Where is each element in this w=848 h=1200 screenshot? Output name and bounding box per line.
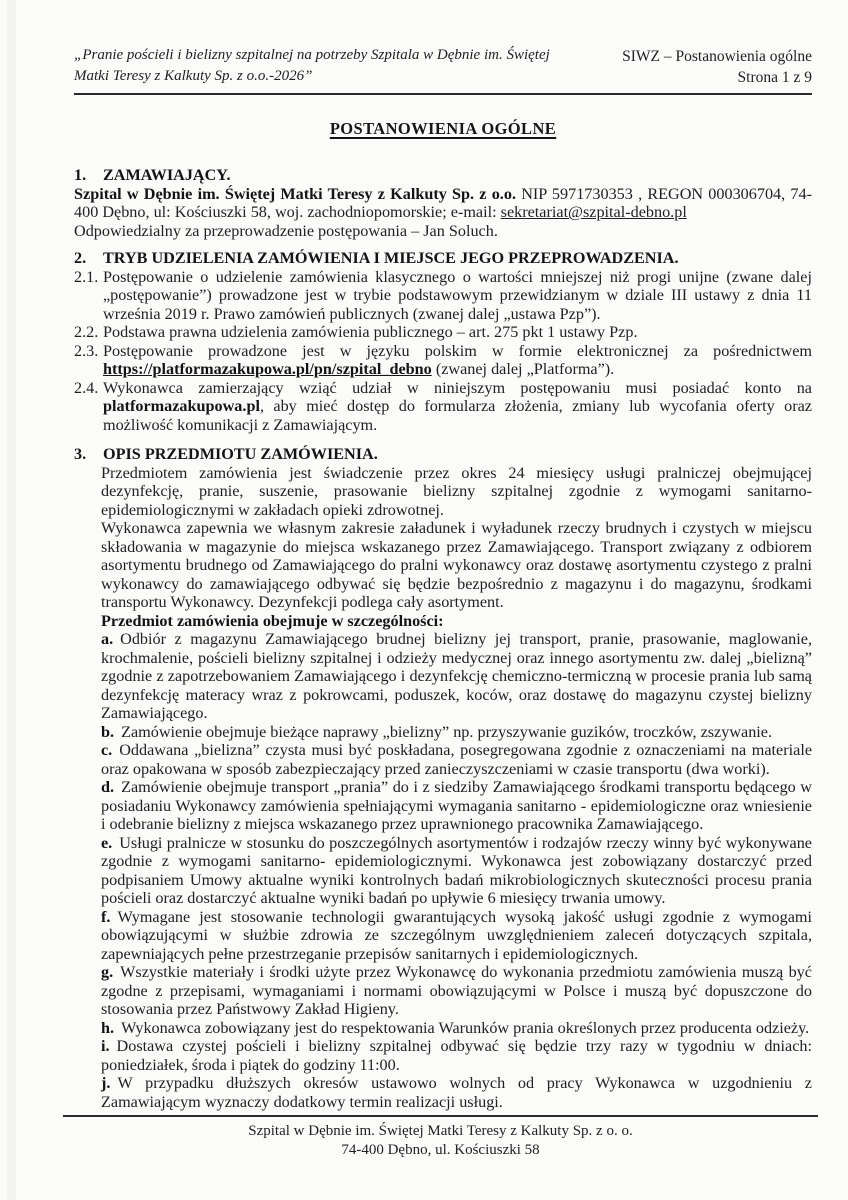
clause-2-1-text: Postępowanie o udzielenie zamówienia klasycznego o wartości mniejszej niż progi unijne (zwane dalej „postępowanie”) prowadzone jest w trybie podstawowym przewidzianym w dziale III ustawy z dnia 11 września 2019 r. Prawo zamówień publicznych (zwanej dalej „ustawa Pzp”).	[103, 267, 812, 323]
list-item-c	[101, 741, 812, 778]
clause-2-3-text-before: Postępowanie prowadzone jest w języku polskim w formie elektronicznej za pośrednictwem	[103, 341, 812, 360]
org-details: NIP 5971730353 , REGON 000306704, 74-400 Dębno, ul: Kościuszki 58, woj. zachodniopomorskie; e-mail:	[74, 184, 812, 221]
responsible-person-line: Odpowiedzialny za przeprowadzenie postępowania – Jan Soluch.	[74, 221, 498, 240]
clause-2-4	[74, 379, 812, 435]
section-1-heading	[74, 166, 812, 185]
footer-org-line: Szpital w Dębnie im. Świętej Matki Teresy z Kalkuty Sp. z o. o.	[248, 1123, 633, 1139]
header-doc-label: SIWZ – Postanowienia ogólne	[622, 48, 812, 65]
section-3-opis	[74, 445, 812, 1111]
footer-address-line: 74-400 Dębno, ul. Kościuszki 58	[341, 1141, 540, 1158]
list-item-e	[101, 834, 812, 908]
section-1-heading-text: ZAMAWIAJĄCY.	[103, 166, 231, 184]
list-item-e-letter: e.	[101, 833, 113, 852]
list-item-g	[101, 963, 812, 1019]
clause-2-2-text: Podstawa prawna udzielenia zamówienia publicznego – art. 275 pkt 1 ustawy Pzp.	[103, 323, 638, 341]
section-1-number: 1.	[74, 166, 87, 184]
section-3-paragraph-1: Przedmiotem zamówienia jest świadczenie przez okres 24 miesięcy usługi pralniczej obejmującej dezynfekcję, pranie, suszenie, prasowanie bielizny szpitalnej zgodnie z wymogami sanitarno-epidemiologicznymi w zakładach opieki zdrowotnej.	[101, 463, 812, 519]
section-1-zamawiajacy	[74, 166, 812, 240]
list-item-h-letter: h.	[101, 1018, 115, 1037]
list-item-e-text: Usługi pralnicze w stosunku do poszczególnych asortymentów i rodzajów rzeczy winny być wykonywane zgodnie z wymogami sanitarno- epidemiologicznymi. Wykonawca jest zobowiązany dostarczyć przed podpisaniem Umowy aktualne wyniki kontrolnych badań mikrobiologicznych skuteczności procesu prania pościeli oraz dostarczyć aktualne wyniki badań po upływie 6 miesięcy trwania umowy.	[101, 833, 812, 907]
list-item-j-text: W przypadku dłuższych okresów ustawowo wolnych od pracy Wykonawca w uzgodnieniu z Zamawiającym wyznaczy dodatkowy termin realizacji usługi.	[101, 1074, 812, 1111]
list-item-c-text: Oddawana „bielizna” czysta musi być poskładana, posegregowana zgodnie z oznaczeniami na materiale oraz opakowana w sposób zabezpieczający przed zanieczyszczeniami w czasie transportu (dwa worki).	[101, 741, 812, 778]
list-item-a	[101, 630, 812, 723]
clause-2-4-text-after: , aby mieć dostęp do formularza złożenia, zmiany lub wycofania oferty oraz możliwość komunikacji z Zamawiającym.	[103, 397, 812, 434]
section-3-heading	[74, 445, 812, 464]
clause-2-4-number: 2.4.	[74, 378, 99, 397]
section-3-heading-text: OPIS PRZEDMIOTU ZAMÓWIENIA.	[103, 445, 378, 463]
list-item-j	[101, 1074, 812, 1111]
section-1-org-paragraph	[74, 185, 812, 222]
section-2-heading	[74, 249, 812, 268]
page-title-text: POSTANOWIENIA OGÓLNE	[329, 119, 557, 138]
list-item-c-letter: c.	[101, 741, 113, 759]
section-3-content	[101, 464, 812, 1112]
clause-2-1	[74, 268, 812, 324]
header-page-number: Strona 1 z 9	[737, 69, 812, 86]
page-footer	[63, 1115, 818, 1159]
section-2-tryb	[74, 249, 812, 434]
scan-edge-shadow	[7, 0, 16, 1200]
header-project-title: „Pranie pościeli i bielizny szpitalnej na potrzeby Szpitala w Dębnie im. Świętej Matki Teresy z Kalkuty Sp. z o.o.-2026”	[74, 47, 550, 84]
email-link[interactable]: sekretariat@szpital-debno.pl	[500, 203, 687, 221]
list-item-g-letter: g.	[101, 963, 114, 981]
list-item-d-text: Zamówienie obejmuje transport „prania” do i z siedziby Zamawiającego środkami transportu będącego w posiadaniu Wykonawcy zamówienia spełniającymi wymagania sanitarno - epidemiologiczne oraz wniesienie i odebranie bielizny z miejsca wskazanego przez uprawnionego pracownika Zamawiającego.	[101, 778, 812, 833]
clause-2-3-number: 2.3.	[74, 341, 99, 360]
list-item-f-text: Wymagane jest stosowanie technologii gwarantujących wysoką jakość usługi zgodnie z wymogami obowiązującymi w służbie zdrowia ze szczególnym uwzględnieniem zaleceń dotyczących szpitala, zapewniających pełne przestrzeganie przepisów sanitarnych i epidemiologicznych.	[101, 907, 812, 963]
clause-2-2-number: 2.2.	[74, 323, 99, 341]
list-item-i-letter: i.	[101, 1037, 110, 1055]
list-item-b-letter: b.	[101, 722, 115, 741]
clause-2-3-text-after: (zwanej dalej „Platforma”).	[431, 360, 615, 378]
list-item-h	[101, 1019, 812, 1038]
list-item-d-letter: d.	[101, 778, 115, 796]
list-item-h-text: Wykonawca zobowiązany jest do respektowania Warunków prania określonych przez producenta odzieży.	[121, 1018, 810, 1037]
clause-2-4-text-before: Wykonawca zamierzający wziąć udział w niniejszym postępowaniu musi posiadać konto na	[103, 378, 812, 397]
list-item-a-letter: a.	[101, 630, 114, 648]
header-right-block	[622, 45, 812, 88]
section-3-paragraph-2: Wykonawca zapewnia we własnym zakresie załadunek i wyładunek rzeczy brudnych i czystych w miejscu składowania w magazynie do miejsca wskazanego przez Zamawiającego. Transport związany z odbiorem asortymentu brudnego od Zamawiającego do pralni wykonawcy oraz dostawę asortymentu czystego z pralni wykonawcy do zamawiającego odbywać się będzie bezpośrednio z magazynu i do magazynu, środkami transportu Wykonawcy. Dezynfekcji podlega cały asortyment.	[101, 519, 812, 611]
document-header	[74, 0, 812, 95]
list-item-f-letter: f.	[101, 907, 111, 926]
page-title	[74, 119, 812, 139]
list-item-d	[101, 778, 812, 834]
list-intro: Przedmiot zamówienia obejmuje w szczególności:	[101, 611, 444, 630]
clause-2-1-number: 2.1.	[74, 267, 99, 286]
section-2-number: 2.	[74, 249, 87, 267]
list-item-g-text: Wszystkie materiały i środki użyte przez Wykonawcę do wykonania przedmiotu zamówienia muszą być zgodne z przepisami, wymaganiami i normami obowiązującymi w Polsce i muszą być dopuszczone do stosowania przez Państwowy Zakład Higieny.	[101, 963, 812, 1018]
list-item-i-text: Dostawa czystej pościeli i bielizny szpitalnej odbywać się będzie trzy razy w tygodniu w dniach: poniedziałek, środa i piątek do godziny 11:00.	[101, 1037, 812, 1074]
list-item-j-letter: j.	[101, 1074, 111, 1092]
platform-name: platformazakupowa.pl	[103, 397, 260, 415]
clause-2-2	[74, 323, 812, 342]
section-2-heading-text: TRYB UDZIELENIA ZAMÓWIENIA I MIEJSCE JEGO PRZEPROWADZENIA.	[103, 249, 679, 267]
list-item-b-text: Zamówienie obejmuje bieżące naprawy „bielizny” np. przyszywanie guzików, troczków, zszywanie.	[121, 722, 773, 741]
list-item-i	[101, 1037, 812, 1074]
platform-url-link[interactable]: https://platformazakupowa.pl/pn/szpital_debno	[103, 360, 432, 378]
list-item-a-text: Odbiór z magazynu Zamawiającego brudnej bielizny jej transport, pranie, prasowanie, maglowanie, krochmalenie, pościeli bielizny szpitalnej i odzieży medycznej oraz innego asortymentu zw. dalej „bielizną” zgodnie z zapotrzebowaniem Zamawiającego i dezynfekcję chemiczno-termiczną w procesie prania lub samą dezynfekcję materacy wraz z pokrowcami, poduszek, koców, oraz dostawę do magazynu czystej bielizny Zamawiającego.	[101, 630, 812, 722]
list-item-b	[101, 723, 812, 742]
section-3-number: 3.	[74, 445, 87, 463]
document-body	[74, 0, 812, 1111]
document-main	[74, 166, 812, 1111]
org-name: Szpital w Dębnie im. Świętej Matki Teresy z Kalkuty Sp. z o.o.	[74, 184, 516, 203]
clause-2-3	[74, 342, 812, 379]
list-item-f	[101, 908, 812, 964]
